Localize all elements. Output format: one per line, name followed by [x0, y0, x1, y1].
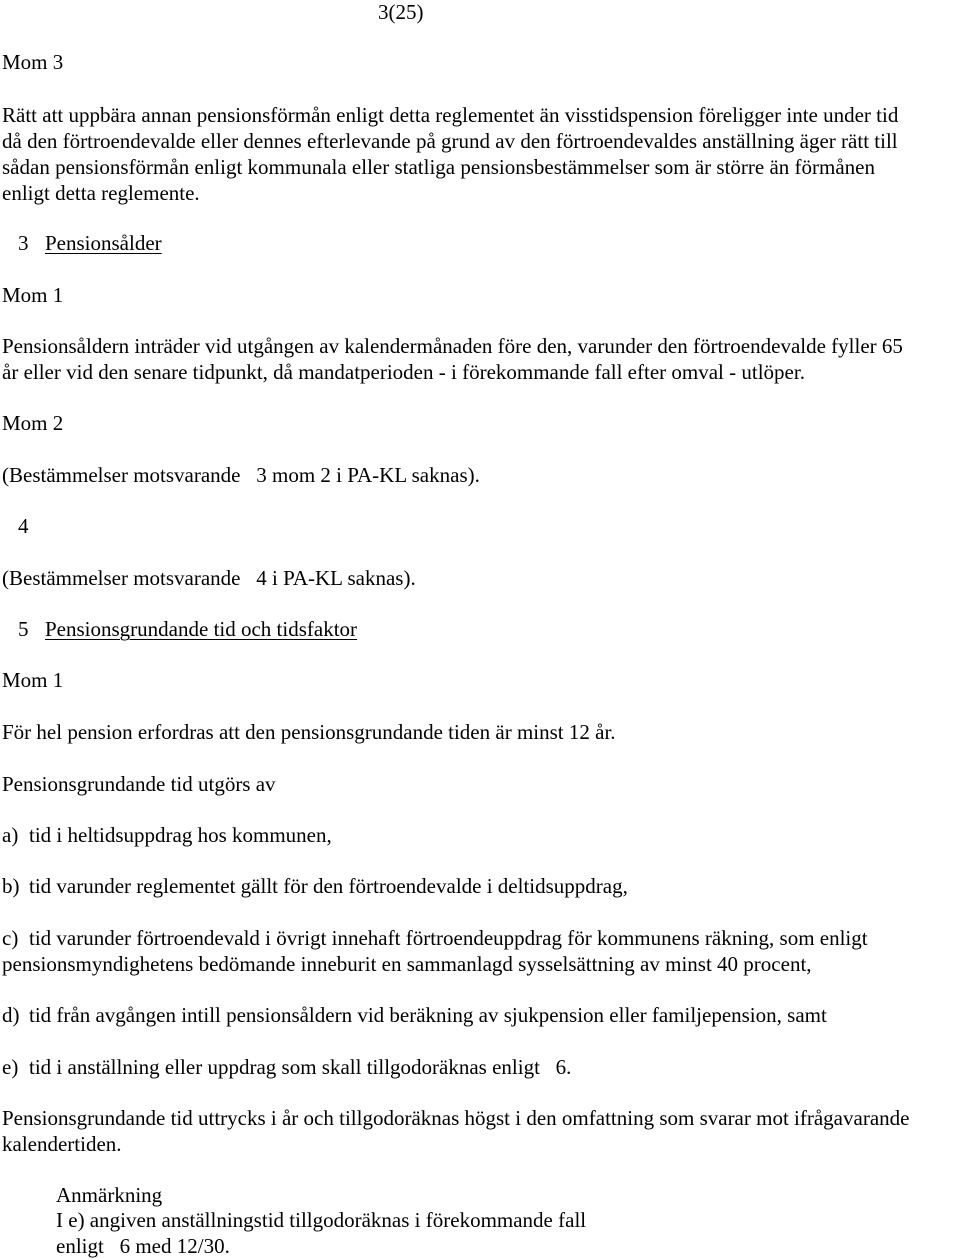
section-3-mom1-line: Pensionsåldern inträder vid utgången av kalendermånaden före den, varunder den förtroendevalde fyller 65 [2, 334, 903, 358]
list-item-text: tid från avgången intill pensionsåldern vid beräkning av sjukpension eller familjepension, samt [29, 1003, 827, 1027]
list-item-text-continued: pensionsmyndighetens bedömande inneburit en sammanlagd sysselsättning av minst 40 procent, [2, 952, 812, 976]
list-item-label: e) [2, 1055, 19, 1079]
mom3-paragraph-line: Rätt att uppbära annan pensionsförmån enligt detta reglementet än visstidspension föreligger inte under tid [2, 103, 899, 127]
list-item-label: c) [2, 926, 19, 950]
note-title: Anmärkning [56, 1183, 163, 1207]
mom3-paragraph-line: enligt detta reglemente. [2, 181, 200, 205]
note-line: I e) angiven anställningstid tillgodoräknas i förekommande fall [56, 1208, 587, 1232]
list-item-label: a) [2, 823, 19, 847]
section-3-mom1-line: år eller vid den senare tidpunkt, då mandatperioden - i förekommande fall efter omval - utlöper. [2, 360, 805, 384]
section-3-mom2-text: (Bestämmelser motsvarande 3 mom 2 i PA-KL saknas). [2, 463, 480, 487]
section-5-intro: Pensionsgrundande tid utgörs av [2, 772, 276, 796]
list-item-text: tid varunder förtroendevald i övrigt innehaft förtroendeuppdrag för kommunens räkning, som enligt [29, 926, 868, 950]
mom3-heading: Mom 3 [2, 50, 64, 74]
list-item-text: tid varunder reglementet gällt för den förtroendevalde i deltidsuppdrag, [29, 874, 628, 898]
list-item-label: b) [2, 874, 20, 898]
section-4-text: (Bestämmelser motsvarande 4 i PA-KL saknas). [2, 566, 416, 590]
section-3-title: Pensionsålder [45, 231, 162, 255]
closing-paragraph-line: Pensionsgrundande tid uttrycks i år och tillgodoräknas högst i den omfattning som svarar mot ifrågavarande [2, 1106, 910, 1130]
list-item-label: d) [2, 1003, 20, 1027]
list-item-text: tid i heltidsuppdrag hos kommunen, [29, 823, 332, 847]
section-4-number: 4 [18, 514, 29, 538]
list-item-text: tid i anställning eller uppdrag som skall tillgodoräknas enligt 6. [29, 1055, 572, 1079]
section-5-mom1-heading: Mom 1 [2, 668, 64, 692]
mom3-paragraph-line: sådan pensionsförmån enligt kommunala eller statliga pensionsbestämmelser som är större än förmånen [2, 155, 876, 179]
section-3-number: 3 [18, 231, 29, 255]
note-line: enligt 6 med 12/30. [56, 1234, 230, 1258]
section-5-title: Pensionsgrundande tid och tidsfaktor [45, 617, 358, 641]
section-3-mom2-heading: Mom 2 [2, 411, 64, 435]
section-3-mom1-heading: Mom 1 [2, 283, 64, 307]
section-5-mom1-text: För hel pension erfordras att den pensionsgrundande tiden är minst 12 år. [2, 720, 616, 744]
section-5-number: 5 [18, 617, 29, 641]
page-number: 3(25) [378, 0, 424, 24]
mom3-paragraph-line: då den förtroendevalde eller dennes efterlevande på grund av den förtroendevaldes anställning äger rätt till [2, 129, 898, 153]
closing-paragraph-line: kalendertiden. [2, 1132, 122, 1156]
